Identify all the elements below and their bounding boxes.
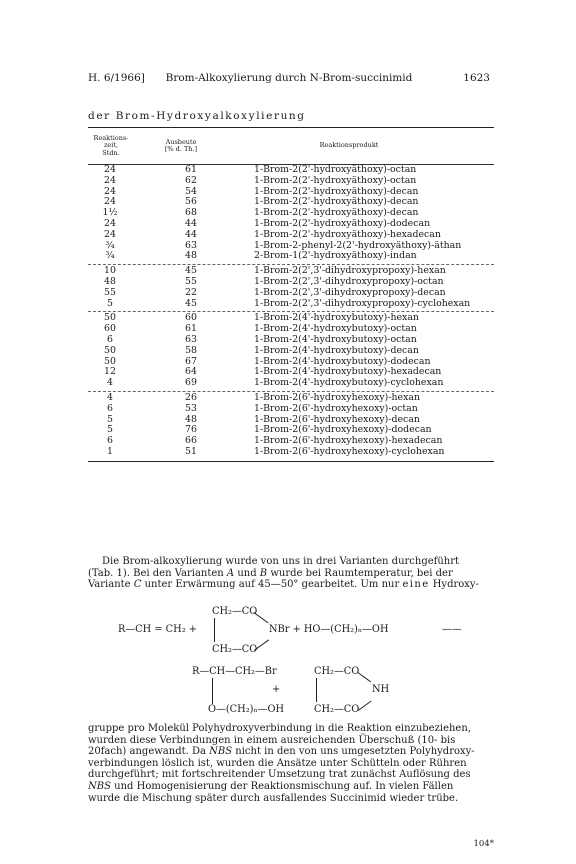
product-cell: 1-Brom-2(4'-hydroxybutoxy)-octan (254, 323, 417, 335)
paragraph-variants (88, 556, 496, 591)
succinimid-bond-upper (357, 672, 371, 682)
reagent-ch2co-top: CH₂—CO (212, 606, 258, 617)
journal-issue: H. 6/1966] (88, 72, 145, 84)
yield-cell: 60 (185, 312, 197, 324)
product-cell: 1-Brom-2(6'-hydroxyhexoxy)-cyclohexan (254, 445, 445, 457)
alkene-reactant: R—CH = CH₂ + (118, 624, 197, 635)
yield-cell: 67 (185, 355, 197, 367)
yield-cell: 55 (185, 275, 197, 287)
product-cell: 1-Brom-2(2',3'-dihydroxypropoxy)-cyclohexan (254, 297, 471, 309)
reaction-time-cell: 5 (107, 424, 113, 436)
yield-cell: 63 (185, 239, 197, 251)
product-cell: 1-Brom-2(6'-hydroxyhexoxy)-dodecan (254, 424, 432, 436)
results-table (88, 127, 494, 462)
reaction-time-cell: 12 (104, 366, 116, 378)
header-yield: Ausbeute [% d. Th.] (164, 137, 198, 153)
reaction-time-cell: 60 (104, 323, 116, 335)
table-row (88, 378, 494, 389)
yield-cell: 51 (185, 445, 197, 457)
table-row (88, 230, 494, 241)
reaction-time-cell: 5 (107, 413, 113, 425)
reaction-equation (88, 600, 496, 720)
reaction-time-cell: 6 (107, 333, 113, 345)
reaction-time-cell: 24 (104, 185, 116, 197)
reaction-time-cell: 6 (107, 402, 113, 414)
product-cell: 1-Brom-2(2'-hydroxyäthoxy)-decan (254, 207, 419, 219)
yield-cell: 62 (185, 174, 197, 186)
product-cell: 1-Brom-2(2',3'-dihydroxypropoxy)-octan (254, 275, 444, 287)
yield-cell: 61 (185, 164, 197, 175)
yield-cell: 45 (185, 297, 197, 309)
succinimid-ch2co-top: CH₂—CO (314, 666, 360, 677)
table-row (88, 299, 494, 310)
reaction-time-cell: 4 (107, 377, 113, 389)
product-cell: 1-Brom-2(2',3'-dihydroxypropoxy)-decan (254, 286, 446, 298)
product-cell: 1-Brom-2(2'-hydroxyäthoxy)-decan (254, 185, 419, 197)
running-head (88, 72, 490, 86)
product-cell: 1-Brom-2(2'-hydroxyäthoxy)-hexadecan (254, 228, 441, 240)
paragraph-procedure (88, 723, 496, 804)
reaction-time-cell: 50 (104, 344, 116, 356)
product-cell: 1-Brom-2(4'-hydroxybutoxy)-cyclohexan (254, 377, 444, 389)
reagent-ring-bond (214, 618, 215, 642)
product-cell: 1-Brom-2(2'-hydroxyäthoxy)-dodecan (254, 217, 431, 229)
reaction-time-cell: 24 (104, 228, 116, 240)
yield-cell: 22 (185, 286, 197, 298)
running-title: Brom-Alkoxylierung durch N-Brom-succinimid (165, 72, 413, 84)
succinimid-ring-bond (316, 678, 317, 702)
para2-line3: 20fach) angewandt. Da NBS nicht in den von uns umgesetzten Polyhydroxy- (88, 746, 475, 758)
reaction-time-cell: 50 (104, 312, 116, 324)
yield-cell: 76 (185, 424, 197, 436)
folio-signature: 104* (473, 839, 494, 849)
product-cell: 1-Brom-2(2',3'-dihydroxypropoxy)-hexan (254, 265, 446, 277)
reaction-time-cell: 1½ (102, 207, 118, 219)
table-row (88, 447, 494, 458)
product-cell: 1-Brom-2(4'-hydroxybutoxy)-octan (254, 333, 417, 345)
yield-cell: 63 (185, 333, 197, 345)
table-row (88, 346, 494, 357)
table-row (88, 176, 494, 187)
para2-line6: NBS und Homogenisierung der Reaktionsmischung auf. In vielen Fällen (88, 780, 454, 792)
table-row (88, 404, 494, 415)
product-cell: 1-Brom-2(4'-hydroxybutoxy)-decan (254, 344, 419, 356)
para2-line1: gruppe pro Molekül Polyhydroxyverbindung in die Reaktion einzubeziehen, (88, 723, 471, 734)
reaction-time-cell: 6 (107, 435, 113, 447)
yield-cell: 54 (185, 185, 197, 197)
reaction-time-cell: 10 (104, 265, 116, 277)
product-cell: 1-Brom-2-phenyl-2(2'-hydroxyäthoxy)-äthan (254, 239, 462, 251)
yield-cell: 53 (185, 402, 197, 414)
yield-cell: 66 (185, 435, 197, 447)
reaction-time-cell: 24 (104, 217, 116, 229)
table-body (88, 165, 494, 462)
reaction-arrow: —— (442, 624, 462, 635)
yield-cell: 61 (185, 323, 197, 335)
product-cell: 1-Brom-2(4'-hydroxybutoxy)-dodecan (254, 355, 431, 367)
product-cell: 2-Brom-1(2'-hydroxyäthoxy)-indan (254, 250, 417, 262)
reaction-time-cell: 4 (107, 391, 113, 403)
page-number: 1623 (463, 72, 490, 84)
yield-cell: 48 (185, 250, 197, 262)
reagent-ch2co-bottom: CH₂—CO (212, 644, 258, 655)
header-product: Reaktionsprodukt (319, 141, 379, 150)
yield-cell: 44 (185, 217, 197, 229)
yield-cell: 45 (185, 265, 197, 277)
yield-cell: 44 (185, 228, 197, 240)
succinimid-nh: NH (372, 684, 390, 695)
reaction-time-cell: 55 (104, 286, 116, 298)
reaction-time-cell: 48 (104, 275, 116, 287)
reagent-ring-bond-upper (253, 612, 268, 623)
header-reaction-time: Reaktions- zeit, Stdn. (93, 133, 129, 157)
para2-line7: wurde die Mischung später durch ausfallendes Succinimid wieder trübe. (88, 792, 459, 804)
product-cell: 1-Brom-2(2'-hydroxyäthoxy)-decan (254, 196, 419, 208)
product-cell: 1-Brom-2(6'-hydroxyhexoxy)-decan (254, 413, 420, 425)
nbr-and-diol: NBr + HO—(CH₂)ₙ—OH (269, 624, 389, 635)
succinimid-bond-lower (358, 701, 372, 711)
reaction-time-cell: ¾ (105, 250, 115, 262)
para2-line2: wurden diese Verbindungen in einem ausreichenden Überschuß (10- bis (88, 734, 456, 746)
table-bottom-rule (88, 461, 494, 462)
para2-line4: verbindungen löslich ist, wurden die Ansätze unter Schütteln oder Rühren (88, 757, 467, 769)
table-header-row (88, 128, 494, 164)
product-plus: + (272, 684, 281, 695)
table-title: der Brom-Hydroxyalkoxylierung (88, 110, 306, 122)
para2-line5: durchgeführt; mit fortschreitender Umsetzung trat zunächst Auflösung des (88, 769, 471, 781)
para1-line1: Die Brom-alkoxylierung wurde von uns in drei Varianten durchgeführt (102, 556, 460, 567)
yield-cell: 64 (185, 366, 197, 378)
reaction-time-cell: ¾ (105, 239, 115, 251)
table-row (88, 288, 494, 299)
product-hydroxyalkoxy: O—(CH₂)ₙ—OH (208, 704, 285, 715)
para1-line3: Variante C unter Erwärmung auf 45—50° gearbeitet. Um nur eine Hydroxy- (88, 579, 479, 591)
reaction-time-cell: 24 (104, 196, 116, 208)
yield-cell: 48 (185, 413, 197, 425)
yield-cell: 56 (185, 196, 197, 208)
product-cell: 1-Brom-2(2'-hydroxyäthoxy)-octan (254, 164, 417, 175)
reaction-time-cell: 50 (104, 355, 116, 367)
product-ether-bond (212, 678, 213, 704)
reaction-time-cell: 5 (107, 297, 113, 309)
reaction-time-cell: 24 (104, 164, 116, 175)
reaction-time-cell: 24 (104, 174, 116, 186)
product-cell: 1-Brom-2(6'-hydroxyhexoxy)-hexadecan (254, 435, 443, 447)
reaction-time-cell: 1 (107, 445, 113, 457)
product-cell: 1-Brom-2(4'-hydroxybutoxy)-hexan (254, 312, 419, 324)
product-cell: 1-Brom-2(6'-hydroxyhexoxy)-octan (254, 402, 418, 414)
para1-line2: (Tab. 1). Bei den Varianten A und B wurde bei Raumtemperatur, bei der (88, 567, 453, 579)
yield-cell: 58 (185, 344, 197, 356)
succinimid-ch2co-bottom: CH₂—CO (314, 704, 360, 715)
table-row (88, 251, 494, 262)
yield-cell: 68 (185, 207, 197, 219)
yield-cell: 26 (185, 391, 197, 403)
product-main-chain: R—CH—CH₂—Br (192, 666, 277, 677)
yield-cell: 69 (185, 377, 197, 389)
product-cell: 1-Brom-2(6'-hydroxyhexoxy)-hexan (254, 391, 421, 403)
product-cell: 1-Brom-2(4'-hydroxybutoxy)-hexadecan (254, 366, 442, 378)
product-cell: 1-Brom-2(2'-hydroxyäthoxy)-octan (254, 174, 417, 186)
